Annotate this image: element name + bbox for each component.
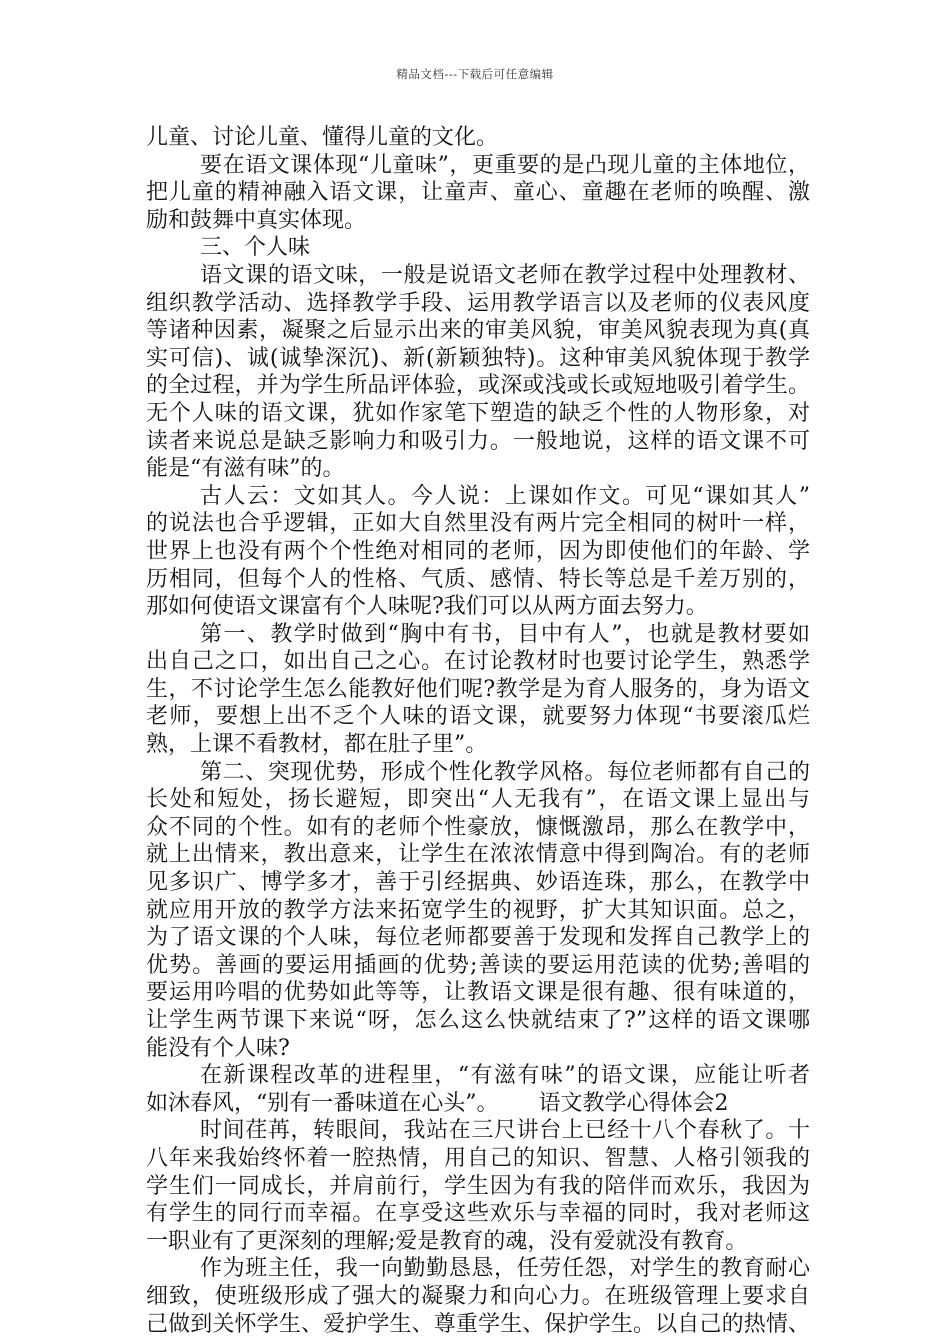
text-line: 让学生两节课下来说“呀，怎么这么快就结束了?”这样的语文课哪 (146, 1008, 810, 1033)
text-line: 优势。善画的要运用插画的优势;善读的要运用范读的优势;善唱的 (146, 952, 810, 978)
text-line: 励和鼓舞中真实体现。 (146, 207, 367, 233)
text-line: 第一、教学时做到“胸中有书，目中有人”，也就是教材要如 (200, 621, 810, 647)
text-line: 如沐春风，“别有一番味道在心头”。 语文教学心得体会2 (146, 1090, 729, 1116)
text-line: 能没有个人味? (146, 1035, 290, 1061)
text-line: 出自己之口，如出自己之心。在讨论教材时也要讨论学生，熟悉学 (146, 649, 810, 675)
text-line: 等诸种因素，凝聚之后显示出来的审美风貌，审美风貌表现为真(真 (146, 318, 810, 344)
text-line: 实可信)、诚(诚挚深沉)、新(新颖独特)。这种审美风貌体现于教学 (146, 345, 810, 371)
text-line: 生，不讨论学生怎么能教好他们呢?教学是为育人服务的，身为语文 (146, 676, 810, 702)
text-line: 那如何使语文课富有个人味呢?我们可以从两方面去努力。 (146, 594, 708, 620)
text-line: 无个人味的语文课，犹如作家笔下塑造的缺乏个性的人物形象，对 (146, 400, 810, 426)
text-line: 语文课的语文味，一般是说语文老师在教学过程中处理教材、 (200, 262, 810, 288)
text-line: 古人云：文如其人。今人说：上课如作文。可见“课如其人” (200, 483, 810, 509)
text-line: 一职业有了更深刻的理解;爱是教育的魂，没有爱就没有教育。 (146, 1228, 748, 1254)
text-line: 世界上也没有两个个性绝对相同的老师，因为即使他们的年龄、学 (146, 538, 810, 564)
text-line: 要运用吟唱的优势如此等等，让教语文课是很有趣、很有味道的， (146, 980, 810, 1006)
text-line: 有学生的同行而幸福。在享受这些欢乐与幸福的同时，我对老师这 (146, 1201, 810, 1227)
text-line: 读者来说总是缺乏影响力和吸引力。一般地说，这样的语文课不可 (146, 428, 810, 454)
text-line: 要在语文课体现“儿童味”，更重要的是凸现儿童的主体地位， (200, 152, 810, 178)
text-line: 就上出情来，教出意来，让学生在浓浓情意中得到陶冶。有的老师 (146, 842, 810, 868)
text-line: 儿童、讨论儿童、懂得儿童的文化。 (146, 125, 499, 150)
text-line: 时间荏苒，转眼间，我站在三尺讲台上已经十八个春秋了。十 (200, 1118, 810, 1144)
document-body (146, 124, 810, 1338)
text-line: 历相同，但每个人的性格、气质、感情、特长等总是千差万别的， (146, 566, 810, 592)
text-line: 的说法也合乎逻辑，正如大自然里没有两片完全相同的树叶一样， (146, 511, 810, 537)
text-line: 长处和短处，扬长避短，即突出“人无我有”，在语文课上显出与 (146, 787, 810, 813)
text-line: 己做到关怀学生、爱护学生、尊重学生、保护学生。以自己的热情、 (146, 1311, 810, 1337)
text-line: 细致，使班级形成了强大的凝聚力和向心力。在班级管理上要求自 (146, 1283, 810, 1309)
text-line: 众不同的个性。如有的老师个性豪放，慷慨激昂，那么在教学中， (146, 814, 810, 840)
text-line: 第二、突现优势，形成个性化教学风格。每位老师都有自己的 (200, 759, 810, 785)
text-line: 在新课程改革的进程里，“有滋有味”的语文课，应能让听者 (200, 1063, 810, 1089)
text-line: 八年来我始终怀着一腔热情，用自己的知识、智慧、人格引领我的 (146, 1145, 810, 1171)
text-line: 三、个人味 (200, 235, 311, 261)
text-line: 老师，要想上出不乏个人味的语文课，就要努力体现“书要滚瓜烂 (146, 704, 810, 730)
text-line: 的全过程，并为学生所品评体验，或深或浅或长或短地吸引着学生。 (146, 373, 810, 399)
text-line: 熟，上课不看教材，都在肚子里”。 (146, 732, 488, 758)
text-line: 见多识广、博学多才，善于引经据典、妙语连珠，那么，在教学中 (146, 870, 810, 896)
text-line: 就应用开放的教学方法来拓宽学生的视野，扩大其知识面。总之， (146, 897, 810, 923)
text-line: 把儿童的精神融入语文课，让童声、童心、童趣在老师的唤醒、激 (146, 180, 810, 206)
text-line: 学生们一同成长，并肩前行，学生因为有我的陪伴而欢乐，我因为 (146, 1173, 810, 1199)
text-line: 作为班主任，我一向勤勤恳恳，任劳任怨，对学生的教育耐心 (200, 1256, 810, 1282)
text-line: 能是“有滋有味”的。 (146, 456, 345, 482)
page-header: 精品文档---下载后可任意编辑 (396, 67, 554, 81)
text-line: 组织教学活动、选择教学手段、运用教学语言以及老师的仪表风度 (146, 290, 810, 316)
text-line: 为了语文课的个人味，每位老师都要善于发现和发挥自己教学上的 (146, 925, 810, 951)
